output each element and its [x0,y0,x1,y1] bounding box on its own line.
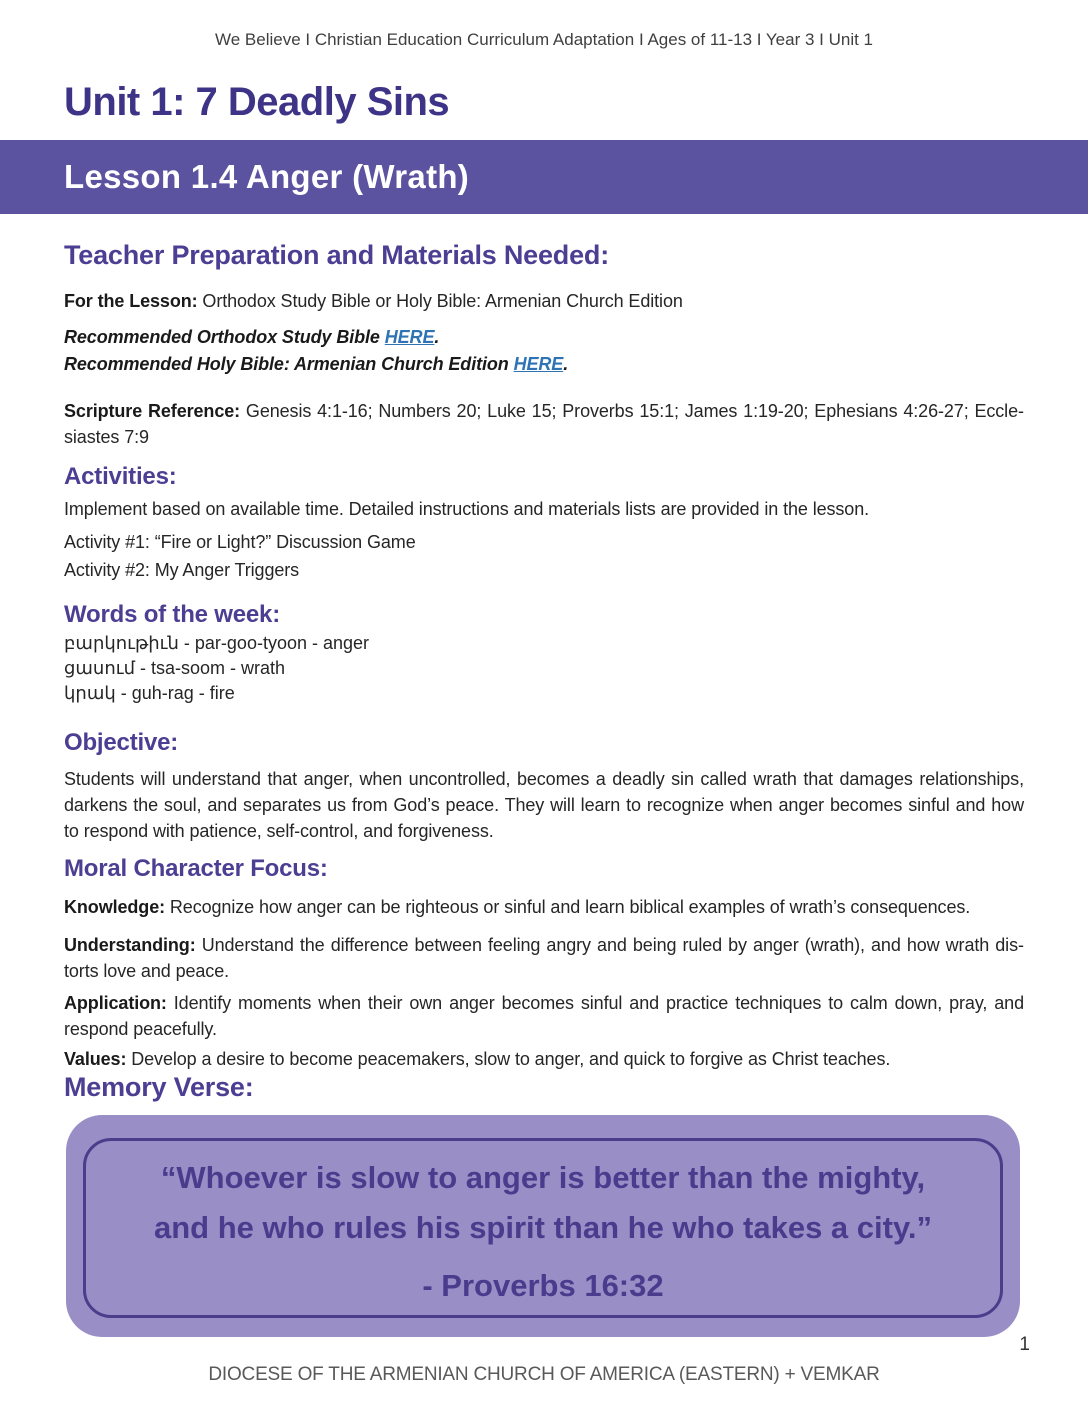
page-content [64,240,1024,1337]
scripture-reference-line [64,398,1024,450]
moral-understanding-text: Understand the difference between feeling angry and being ruled by anger (wrath), and how wrath distorts love and peace. [64,935,1024,981]
memory-verse-box [66,1115,1020,1337]
page-number: 1 [1019,1334,1030,1355]
moral-knowledge-line [64,894,1024,920]
recommended-armenian-text: Recommended Holy Bible: Armenian Church Edition [64,354,514,374]
memory-verse-line-2: and he who rules his spirit than he who takes a city.” [153,1210,933,1245]
for-the-lesson-label: For the Lesson: [64,291,198,311]
recommended-orthodox-period: . [434,327,440,347]
activity-item-2: Activity #2: My Anger Triggers [64,560,300,580]
lesson-banner-title: Lesson 1.4 Anger (Wrath) [64,158,470,195]
section-heading-memory-verse: Memory Verse: [64,1072,254,1102]
moral-values-line [64,1046,1024,1072]
section-heading-activities: Activities: [64,463,177,490]
section-heading-words-of-week: Words of the week: [64,601,280,628]
moral-values-text: Develop a desire to become peacemakers, slow to anger, and quick to forgive as Christ teaches. [126,1049,891,1069]
memory-verse-text [154,1153,932,1253]
recommended-bibles-block [64,324,1024,378]
word-item-fire: կրակ - guh-rag - fire [64,683,235,703]
moral-application-text: Identify moments when their own anger becomes sinful and practice techniques to calm down, pray, and respond peacefully. [64,993,1024,1039]
activity-item-1: Activity #1: “Fire or Light?” Discussion Game [64,532,416,552]
document-footer: DIOCESE OF THE ARMENIAN CHURCH OF AMERICA (EASTERN) + VEMKAR [208,1364,880,1385]
recommended-armenian-period: . [563,354,569,374]
activities-intro: Implement based on available time. Detailed instructions and materials lists are provided in the lesson. [64,499,870,519]
moral-knowledge-label: Knowledge: [64,897,165,917]
unit-title: Unit 1: 7 Deadly Sins [64,80,450,124]
memory-verse-line-1: “Whoever is slow to anger is better than the mighty, [160,1160,926,1195]
word-item-wrath: ցասում - tsa-soom - wrath [64,658,286,678]
moral-values-label: Values: [64,1049,127,1069]
running-header: We Believe I Christian Education Curriculum Adaptation I Ages of 11-13 I Year 3 I Unit 1 [214,30,874,49]
words-of-week-list [64,631,1024,706]
memory-verse-inner-frame [83,1138,1003,1318]
section-heading-teacher-preparation: Teacher Preparation and Materials Needed: [64,240,609,270]
section-heading-moral-character-focus: Moral Character Focus: [64,855,328,882]
memory-verse-attribution: - Proverbs 16:32 [422,1268,664,1303]
moral-application-label: Application: [64,993,167,1013]
recommended-orthodox-text: Recommended Orthodox Study Bible [64,327,385,347]
armenian-church-edition-link[interactable]: HERE [513,354,564,374]
objective-text: Students will understand that anger, when uncontrolled, becomes a deadly sin called wrath that damages relationships, darkens the soul, and separates us from God’s peace. They will learn to recognize when anger becomes sinful and how to respond with patience, self-control, and forgiveness. [64,769,1024,841]
scripture-reference-label: Scripture Reference: [64,401,241,421]
lesson-banner [0,140,1088,214]
for-the-lesson-line [64,288,1024,314]
word-item-anger: բարկութիւն - par-goo-tyoon - anger [64,633,370,653]
moral-application-line [64,990,1024,1042]
moral-knowledge-text: Recognize how anger can be righteous or sinful and learn biblical examples of wrath’s consequences. [165,897,971,917]
orthodox-study-bible-link[interactable]: HERE [384,327,435,347]
scripture-reference-text: Genesis 4:1-16; Numbers 20; Luke 15; Proverbs 15:1; James 1:19-20; Ephesians 4:26-27; Ecclesiastes 7:9 [64,401,1024,447]
moral-understanding-label: Understanding: [64,935,196,955]
section-heading-objective: Objective: [64,729,179,756]
moral-understanding-line [64,932,1024,984]
for-the-lesson-text: Orthodox Study Bible or Holy Bible: Armenian Church Edition [197,291,683,311]
